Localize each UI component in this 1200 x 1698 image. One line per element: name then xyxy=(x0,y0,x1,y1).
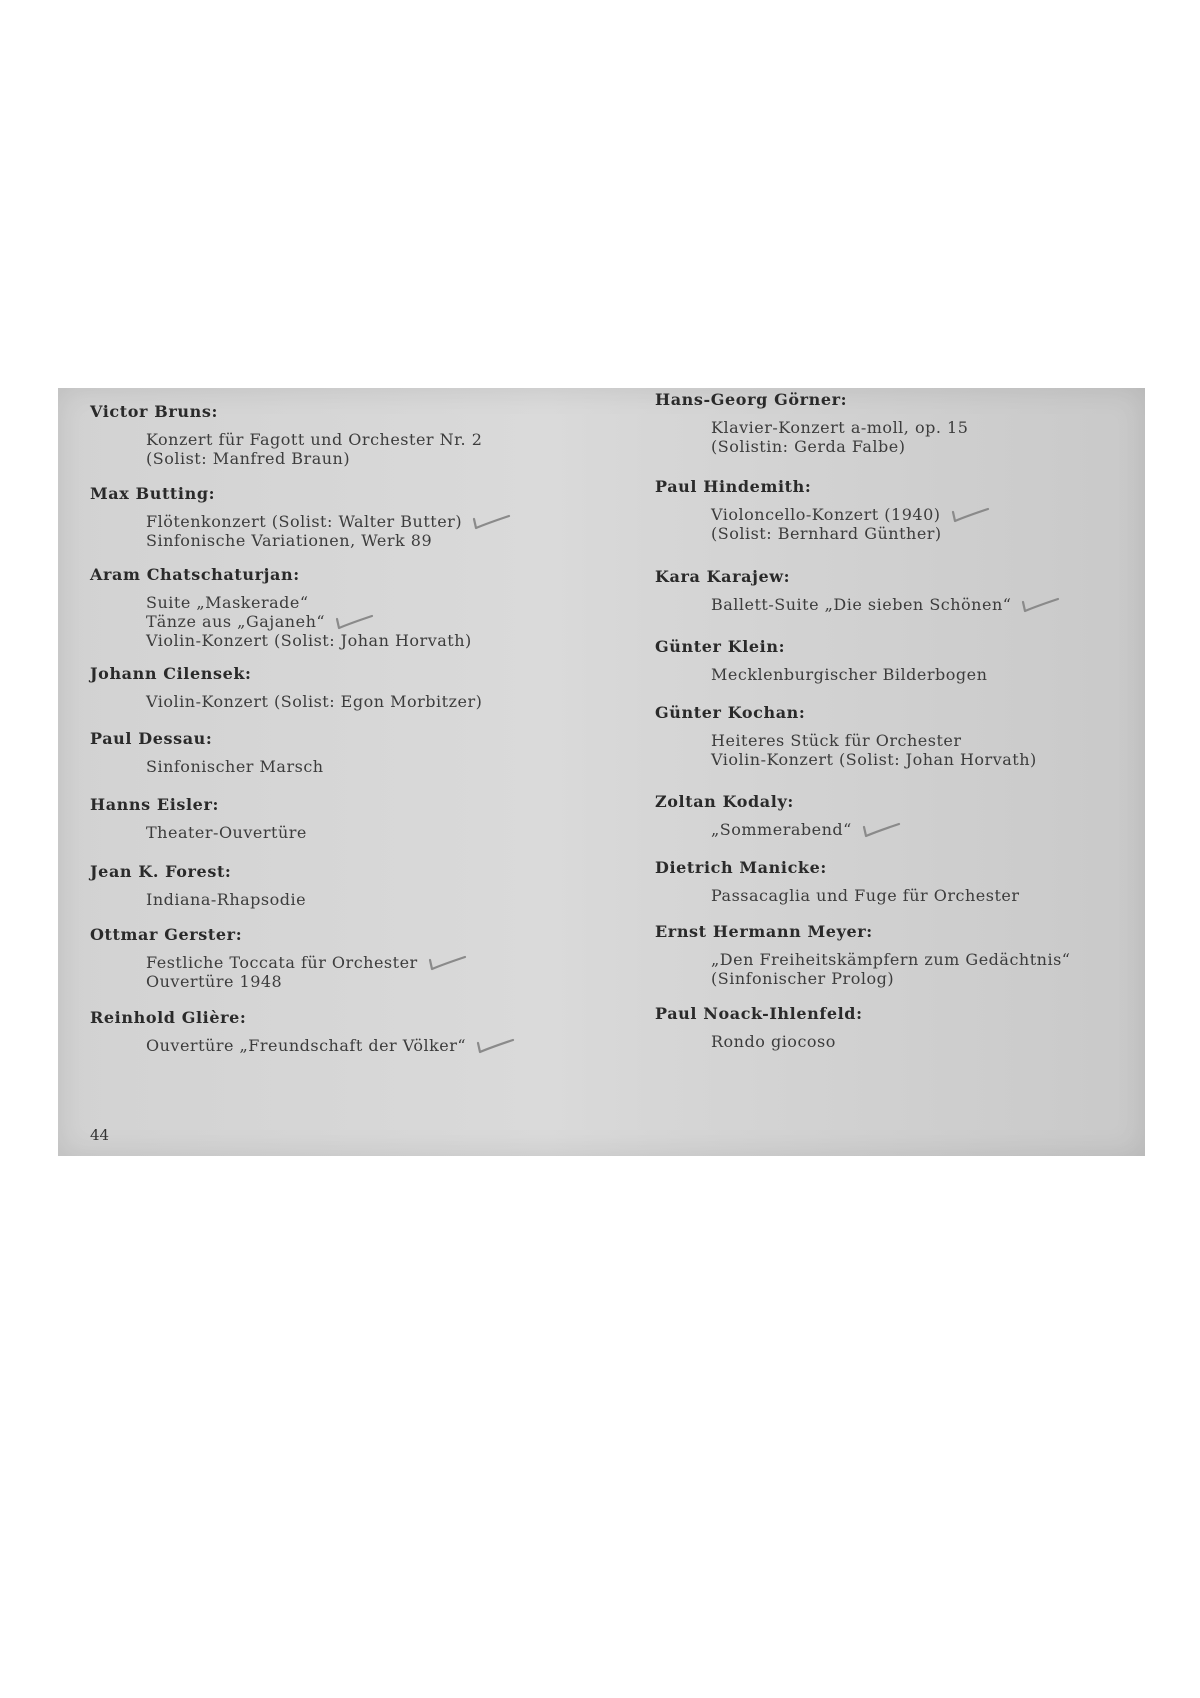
work-title: (Solistin: Gerda Falbe) xyxy=(711,437,906,456)
work-item xyxy=(711,505,1125,524)
composer-name: Paul Hindemith: xyxy=(655,477,812,496)
work-title: Ouvertüre „Freundschaft der Völker“ xyxy=(146,1036,467,1055)
works-list xyxy=(711,886,1125,905)
composer-name: Günter Klein: xyxy=(655,637,786,656)
work-title: Ouvertüre 1948 xyxy=(146,972,283,991)
work-item xyxy=(711,820,1125,839)
work-title: Violin-Konzert (Solist: Johan Horvath) xyxy=(146,631,472,650)
works-list xyxy=(711,665,1125,684)
composer-name: Paul Noack-Ihlenfeld: xyxy=(655,1004,863,1023)
work-title: Festliche Toccata für Orchester xyxy=(146,953,418,972)
right-composer-entry xyxy=(655,390,1125,456)
work-item xyxy=(146,1036,610,1055)
work-item xyxy=(146,692,610,711)
work-title: Tänze aus „Gajaneh“ xyxy=(146,612,326,631)
work-title: (Solist: Bernhard Günther) xyxy=(711,524,942,543)
work-item xyxy=(146,512,610,531)
work-title: Passacaglia und Fuge für Orchester xyxy=(711,886,1020,905)
work-title: Violin-Konzert (Solist: Johan Horvath) xyxy=(711,750,1037,769)
works-list xyxy=(146,1036,610,1055)
works-list xyxy=(146,512,610,550)
right-composer-entry xyxy=(655,703,1125,769)
right-composer-entry xyxy=(655,567,1125,614)
pencil-checkmark-icon xyxy=(333,613,375,631)
left-composer-entry xyxy=(90,402,610,468)
composer-name: Reinhold Glière: xyxy=(90,1008,247,1027)
pencil-checkmark-icon xyxy=(860,821,902,839)
work-item xyxy=(711,750,1125,769)
work-item xyxy=(146,449,610,468)
left-composer-entry xyxy=(90,862,610,909)
right-composer-entry xyxy=(655,477,1125,543)
composer-name: Victor Bruns: xyxy=(90,402,218,421)
work-item xyxy=(711,418,1125,437)
work-title: Ballett-Suite „Die sieben Schönen“ xyxy=(711,595,1012,614)
works-list xyxy=(146,430,610,468)
works-list xyxy=(711,731,1125,769)
work-item xyxy=(146,823,610,842)
work-title: (Sinfonischer Prolog) xyxy=(711,969,895,988)
pencil-checkmark-icon xyxy=(470,513,512,531)
work-item xyxy=(146,430,610,449)
work-item xyxy=(711,437,1125,456)
left-composer-entry xyxy=(90,565,610,650)
work-item xyxy=(711,665,1125,684)
work-title: Heiteres Stück für Orchester xyxy=(711,731,962,750)
work-title: Violoncello-Konzert (1940) xyxy=(711,505,941,524)
pencil-checkmark-icon xyxy=(426,954,468,972)
work-item xyxy=(711,969,1125,988)
works-list xyxy=(711,595,1125,614)
work-title: Klavier-Konzert a-moll, op. 15 xyxy=(711,418,969,437)
work-item xyxy=(711,950,1125,969)
left-composer-entry xyxy=(90,484,610,550)
composer-name: Paul Dessau: xyxy=(90,729,213,748)
left-composer-entry xyxy=(90,1008,610,1055)
work-item xyxy=(146,953,610,972)
page-number: 44 xyxy=(90,1126,110,1144)
left-composer-entry xyxy=(90,925,610,991)
works-list xyxy=(146,757,610,776)
left-composer-entry xyxy=(90,795,610,842)
work-title: Suite „Maskerade“ xyxy=(146,593,309,612)
composer-name: Hans-Georg Görner: xyxy=(655,390,848,409)
pencil-checkmark-icon xyxy=(474,1037,516,1055)
composer-name: Ottmar Gerster: xyxy=(90,925,243,944)
right-composer-entry xyxy=(655,792,1125,839)
composer-name: Kara Karajew: xyxy=(655,567,791,586)
composer-name: Aram Chatschaturjan: xyxy=(90,565,300,584)
scanned-page xyxy=(58,388,1145,1156)
work-title: Mecklenburgischer Bilderbogen xyxy=(711,665,988,684)
composer-name: Hanns Eisler: xyxy=(90,795,220,814)
work-title: Violin-Konzert (Solist: Egon Morbitzer) xyxy=(146,692,483,711)
work-title: (Solist: Manfred Braun) xyxy=(146,449,351,468)
work-title: „Sommerabend“ xyxy=(711,820,852,839)
composer-name: Zoltan Kodaly: xyxy=(655,792,794,811)
right-composer-entry xyxy=(655,858,1125,905)
left-composer-entry xyxy=(90,664,610,711)
work-item xyxy=(711,731,1125,750)
composer-name: Günter Kochan: xyxy=(655,703,806,722)
works-list xyxy=(146,953,610,991)
work-title: Konzert für Fagott und Orchester Nr. 2 xyxy=(146,430,483,449)
right-composer-entry xyxy=(655,1004,1125,1051)
work-item xyxy=(711,886,1125,905)
work-item xyxy=(711,595,1125,614)
work-item xyxy=(146,531,610,550)
works-list xyxy=(711,418,1125,456)
work-item xyxy=(146,890,610,909)
work-title: Rondo giocoso xyxy=(711,1032,836,1051)
work-item xyxy=(146,612,610,631)
work-title: Flötenkonzert (Solist: Walter Butter) xyxy=(146,512,463,531)
works-list xyxy=(146,890,610,909)
work-item xyxy=(146,757,610,776)
composer-name: Jean K. Forest: xyxy=(90,862,232,881)
works-list xyxy=(711,505,1125,543)
composer-name: Dietrich Manicke: xyxy=(655,858,827,877)
work-title: Sinfonische Variationen, Werk 89 xyxy=(146,531,433,550)
works-list xyxy=(711,950,1125,988)
right-composer-entry xyxy=(655,637,1125,684)
work-item xyxy=(711,1032,1125,1051)
left-composer-entry xyxy=(90,729,610,776)
works-list xyxy=(146,692,610,711)
work-title: Sinfonischer Marsch xyxy=(146,757,324,776)
work-item xyxy=(711,524,1125,543)
work-item xyxy=(146,631,610,650)
work-title: Theater-Ouvertüre xyxy=(146,823,307,842)
pencil-checkmark-icon xyxy=(949,506,991,524)
works-list xyxy=(711,1032,1125,1051)
work-item xyxy=(146,593,610,612)
right-composer-entry xyxy=(655,922,1125,988)
pencil-checkmark-icon xyxy=(1019,596,1061,614)
works-list xyxy=(146,823,610,842)
composer-name: Johann Cilensek: xyxy=(90,664,252,683)
composer-name: Max Butting: xyxy=(90,484,216,503)
composer-name: Ernst Hermann Meyer: xyxy=(655,922,873,941)
works-list xyxy=(146,593,610,650)
work-title: Indiana-Rhapsodie xyxy=(146,890,307,909)
work-title: „Den Freiheitskämpfern zum Gedächtnis“ xyxy=(711,950,1071,969)
works-list xyxy=(711,820,1125,839)
work-item xyxy=(146,972,610,991)
